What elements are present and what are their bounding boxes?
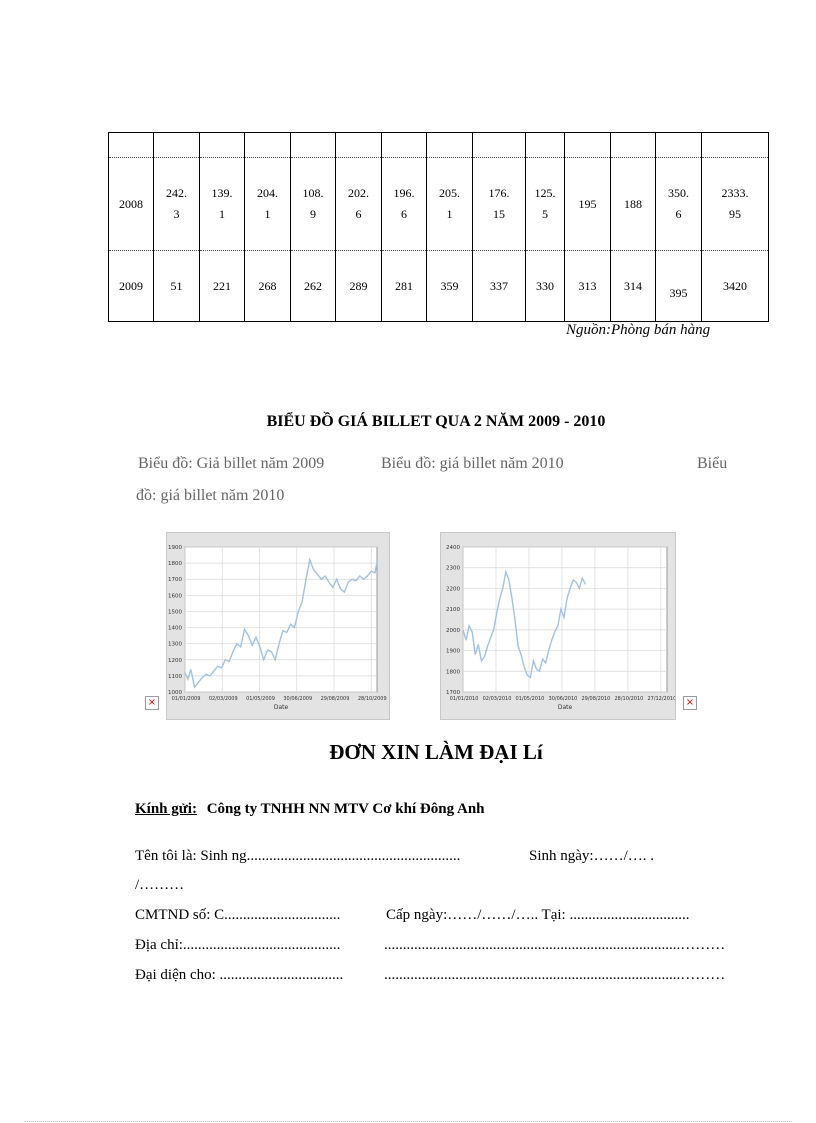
table-cell: [427, 133, 473, 158]
table-cell: 108. 9: [291, 158, 336, 251]
table-cell: 281: [382, 251, 427, 322]
table-row: [109, 158, 769, 251]
price-table: [108, 132, 769, 322]
table-cell: [611, 133, 656, 158]
recipient-value: Công ty TNHH NN MTV Cơ khí Đông Anh: [206, 801, 485, 817]
table-cell: 314: [611, 251, 656, 322]
y-tick-label: 1700: [168, 577, 182, 584]
x-tick-label: 30/06/2009: [283, 696, 313, 702]
x-tick-label: 01/01/2009: [171, 696, 201, 702]
table-cell: 204. 1: [245, 158, 291, 251]
y-tick-label: 1700: [446, 690, 460, 696]
y-tick-label: 1100: [168, 673, 182, 680]
birth-date-field[interactable]: Sinh ngày:……/…. .: [529, 848, 655, 864]
section-title: BIỂU ĐỒ GIÁ BILLET QUA 2 NĂM 2009 - 2010: [266, 413, 606, 430]
table-cell: 268: [245, 251, 291, 322]
table-cell-text: 395: [669, 285, 688, 300]
table-cell: 3420: [702, 251, 769, 322]
table-cell: 51: [154, 251, 200, 322]
table-cell: 337: [473, 251, 526, 322]
x-tick-label: 28/10/2009: [357, 696, 387, 702]
table-cell: 359: [427, 251, 473, 322]
birth-date-field-cont[interactable]: /………: [135, 877, 185, 893]
table-source: Nguồn:Phòng bán hàng: [566, 322, 711, 338]
y-tick-label: 1400: [168, 625, 182, 632]
table-cell: [565, 133, 611, 158]
table-cell: [526, 133, 565, 158]
x-tick-label: 02/03/2010: [482, 696, 512, 702]
table-cell: 350. 6: [656, 158, 702, 251]
x-tick-label: 28/10/2010: [614, 696, 644, 702]
table-row: [109, 133, 769, 158]
chart-2010: [440, 532, 676, 720]
x-tick-label: 29/08/2009: [320, 696, 350, 702]
table-cell-year: [109, 133, 154, 158]
issue-date-field[interactable]: Cấp ngày:……/……/….. Tại: ................................: [386, 907, 690, 923]
table-cell: 242. 3: [154, 158, 200, 251]
table-cell: 221: [200, 251, 245, 322]
table-cell: 195: [565, 158, 611, 251]
y-tick-label: 1900: [446, 648, 460, 655]
table-cell: [382, 133, 427, 158]
x-tick-label: 02/03/2009: [208, 696, 238, 702]
y-tick-label: 1800: [168, 561, 182, 568]
y-tick-label: 1200: [168, 657, 182, 664]
table-cell: [336, 133, 382, 158]
table-cell: 313: [565, 251, 611, 322]
form-title: ĐƠN XIN LÀM ĐẠI Lí: [329, 740, 543, 764]
x-tick-label: 01/05/2010: [515, 696, 545, 702]
table-cell: [656, 251, 702, 322]
y-tick-label: 1900: [168, 545, 182, 551]
table-cell: 262: [291, 251, 336, 322]
name-field[interactable]: Tên tôi là: Sinh ng.........................................................: [135, 848, 461, 864]
chart-2010-svg: [441, 533, 675, 719]
recipient-line: [135, 801, 485, 818]
table-cell: 289: [336, 251, 382, 322]
y-tick-label: 1300: [168, 641, 182, 648]
table-cell: [200, 133, 245, 158]
page-bottom-rule: [24, 1121, 792, 1122]
table-cell: [702, 133, 769, 158]
y-tick-label: 2100: [446, 607, 460, 614]
y-tick-label: 1500: [168, 609, 182, 616]
chart-caption-2009: Biểu đồ: Giả billet năm 2009: [138, 455, 325, 472]
table-cell-year: 2009: [109, 251, 154, 322]
y-tick-label: 1000: [168, 690, 182, 696]
table-cell: [473, 133, 526, 158]
x-tick-label: 29/08/2010: [581, 696, 611, 702]
table-cell: 176. 15: [473, 158, 526, 251]
table-cell: 125. 5: [526, 158, 565, 251]
x-tick-label: 27/12/2010: [647, 696, 675, 702]
table-cell: 2333. 95: [702, 158, 769, 251]
y-tick-label: 2000: [446, 627, 460, 634]
y-tick-label: 2200: [446, 586, 460, 593]
x-tick-label: 01/01/2010: [449, 696, 479, 702]
table-cell: [245, 133, 291, 158]
table-cell: [656, 133, 702, 158]
broken-image-icon: ×: [683, 696, 697, 710]
table-cell: 196. 6: [382, 158, 427, 251]
chart-caption-extra-end: đồ: giá billet năm 2010: [136, 487, 285, 504]
x-axis-label: Date: [557, 704, 573, 711]
address-field[interactable]: Địa chỉ:..........................................: [135, 937, 341, 953]
y-tick-label: 1600: [168, 593, 182, 600]
table-cell: 205. 1: [427, 158, 473, 251]
table-row: [109, 251, 769, 322]
broken-image-icon: ×: [145, 696, 159, 710]
chart-caption-2010: Biểu đồ: giá billet năm 2010: [381, 455, 564, 472]
address-field-cont[interactable]: ...............................................................................………: [384, 937, 726, 953]
y-tick-label: 2300: [446, 565, 460, 572]
table-cell-year: 2008: [109, 158, 154, 251]
plot-area: [463, 547, 667, 692]
recipient-label: Kính gửi:: [135, 801, 197, 817]
table-cell: 330: [526, 251, 565, 322]
y-tick-label: 1800: [446, 669, 460, 676]
representative-field[interactable]: Đại diện cho: .................................: [135, 967, 344, 983]
chart-2009: [166, 532, 390, 720]
id-number-field[interactable]: CMTND số: C...............................: [135, 907, 341, 923]
table-cell: 202. 6: [336, 158, 382, 251]
table-cell: 188: [611, 158, 656, 251]
table-cell: [154, 133, 200, 158]
chart-caption-extra-start: Biểu: [697, 455, 728, 472]
y-tick-label: 2400: [446, 545, 460, 551]
x-tick-label: 30/06/2010: [548, 696, 578, 702]
table-cell: 139. 1: [200, 158, 245, 251]
x-tick-label: 01/05/2009: [246, 696, 275, 702]
x-axis-label: Date: [273, 704, 289, 711]
table-cell: [291, 133, 336, 158]
chart-2009-svg: [167, 533, 389, 719]
representative-field-cont[interactable]: ...............................................................................………: [384, 967, 726, 983]
